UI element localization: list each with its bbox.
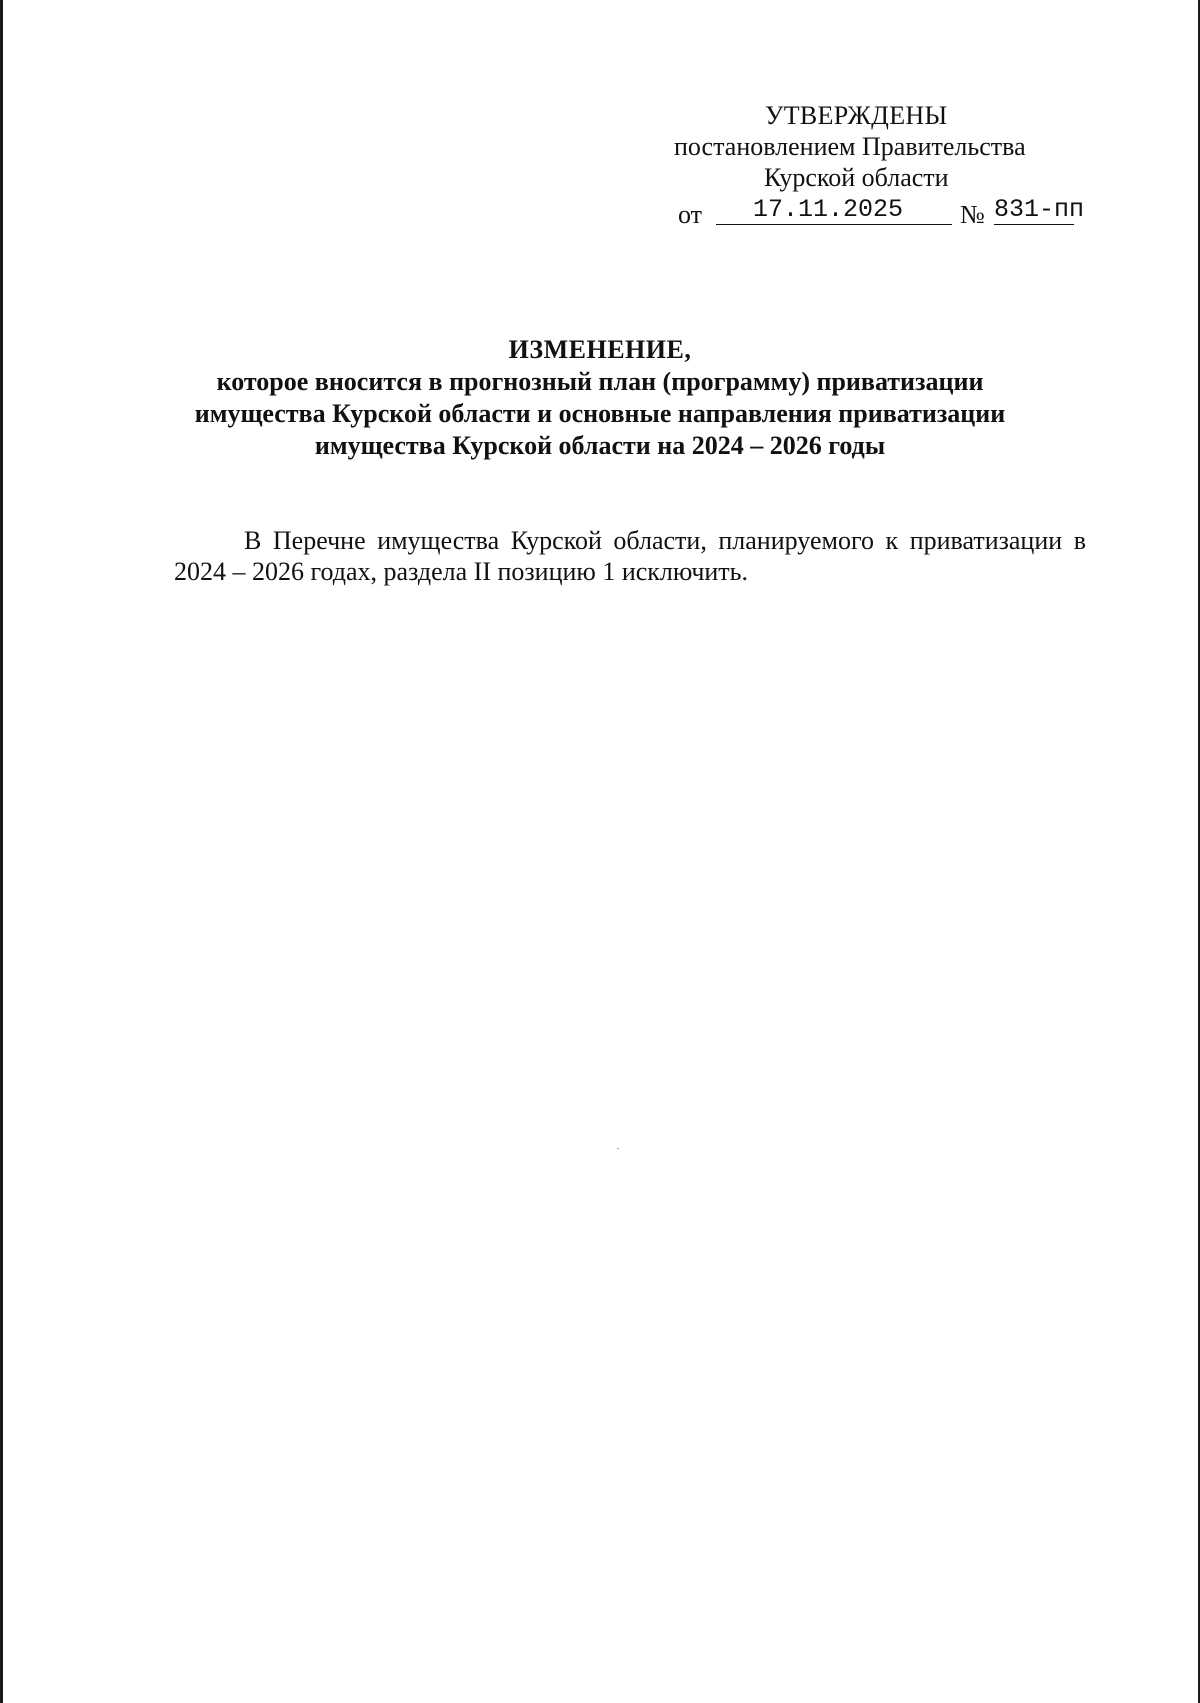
page-edge-left [0, 0, 3, 1703]
from-label: от [678, 200, 703, 229]
approval-region: Курской области [764, 163, 949, 192]
number-sign: № [960, 200, 985, 229]
approval-heading: УТВЕРЖДЕНЫ [765, 101, 948, 130]
decree-date: 17.11.2025 [716, 195, 952, 225]
title-heading: ИЗМЕНЕНИЕ, [508, 335, 692, 364]
decree-number: 831-пп [994, 195, 1085, 224]
scan-speck [617, 1148, 619, 1149]
approval-stamp-block [660, 100, 1090, 231]
body-paragraph: В Перечне имущества Курской области, планируемого к приватизации в 2024 – 2026 годах, раздела II позицию 1 исключить. [174, 526, 1086, 586]
title-line-1: которое вносится в прогнозный план (программу) приватизации [216, 367, 984, 396]
approval-date-number-row [660, 195, 1090, 231]
title-line-3: имущества Курской области на 2024 – 2026 годы [314, 431, 886, 460]
approval-authority: постановлением Правительства [674, 132, 1026, 161]
document-title [150, 334, 1050, 462]
title-line-2: имущества Курской области и основные направления приватизации [194, 399, 1006, 428]
